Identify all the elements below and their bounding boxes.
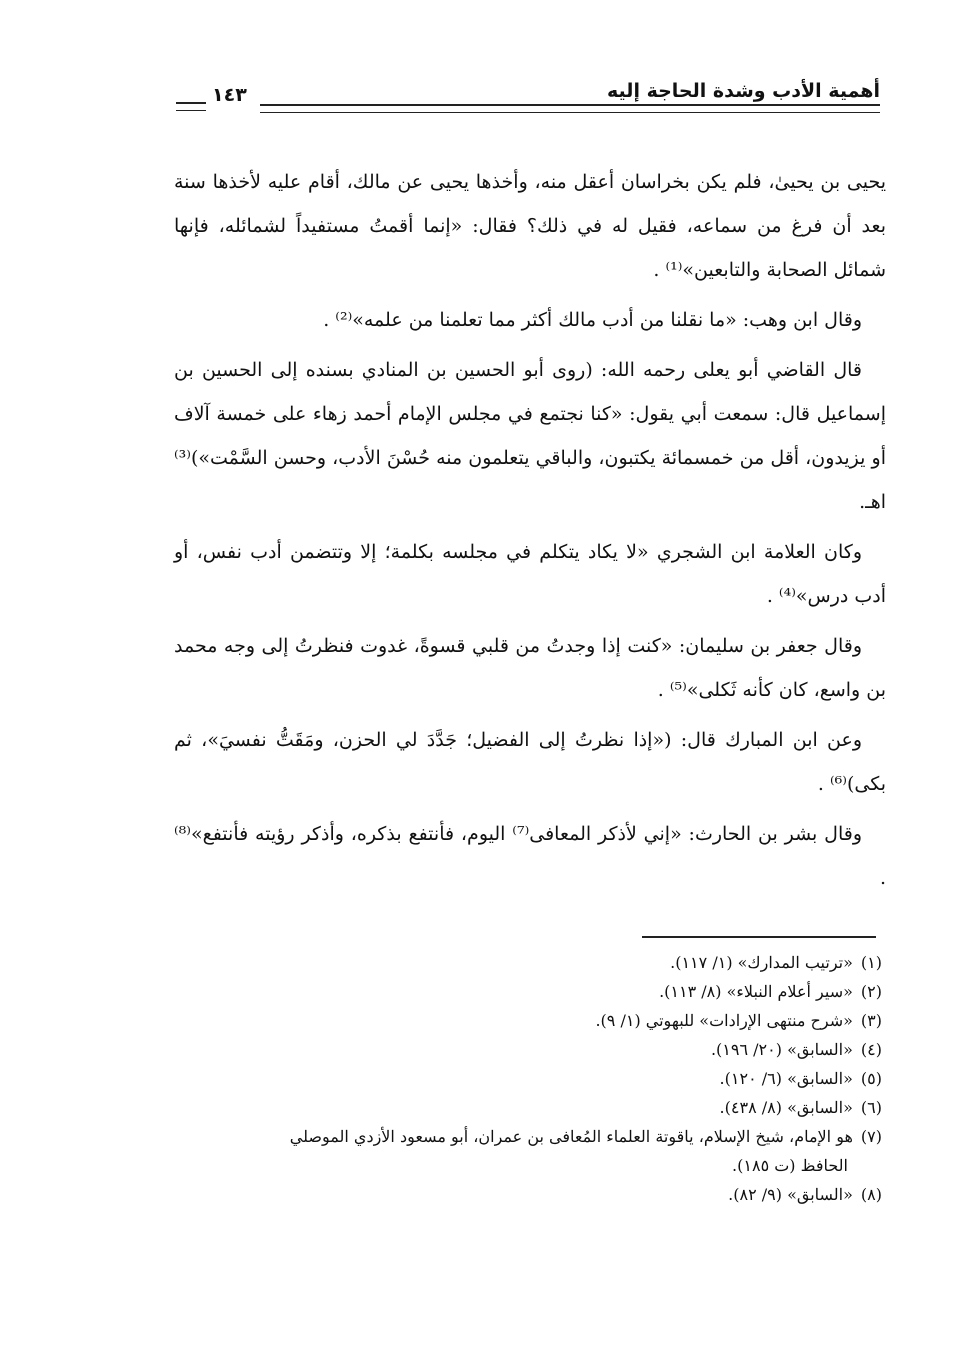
footnote-continuation: الحافظ (ت ١٨٥).	[732, 1156, 848, 1175]
footnote-text: هو الإمام، شيخ الإسلام، ياقوتة العلماء المُعافى بن عمران، أبو مسعود الأزدي الموصلي	[289, 1127, 853, 1146]
paragraph: قال القاضي أبو يعلى رحمه الله: (روى أبو الحسين بن المنادي بسنده إلى الحسين بن إسماعيل قال: سمعت أبي يقول: «كنا نجتمع في مجلس الإمام أحمد زهاء على خمسة آلاف أو يزيدون، أقل من خمسمائة يكتبون، والباقي يتعلمون منه حُسْنَ الأدب، وحسن السَّمْت»)⁽³⁾ اهـ.	[174, 359, 886, 513]
footnote	[174, 1093, 882, 1122]
running-title: أهمية الأدب وشدة الحاجة إليه	[607, 80, 880, 102]
footnote-text: «السابق» (٦/ ١٢٠).	[719, 1069, 853, 1088]
footnote-number: (١)	[860, 953, 882, 972]
footnote	[174, 1064, 882, 1093]
footnote-number: (٤)	[860, 1040, 882, 1059]
footnote	[174, 1035, 882, 1064]
footnote-text: «شرح منتهى الإرادات» للبهوتي (١/ ٩).	[595, 1011, 853, 1030]
header-rule-short	[176, 102, 206, 111]
footnote-text: «السابق» (٩/ ٨٢).	[728, 1185, 853, 1204]
footnote	[174, 1122, 882, 1151]
footnote	[174, 948, 882, 977]
footnote-number: (٨)	[860, 1185, 882, 1204]
footnote	[174, 977, 882, 1006]
footnote	[174, 1006, 882, 1035]
paragraph: وقال جعفر بن سليمان: «كنت إذا وجدتُ من قلبي قسوةً، غدوت فنظرتُ إلى وجه محمد بن واسع، كان كأنه ثَكلى»⁽⁵⁾ .	[174, 635, 886, 701]
page-number: ١٤٣	[212, 84, 247, 106]
paragraph: وقال ابن وهب: «ما نقلنا من أدب مالك أكثر مما تعلمنا من علمه»⁽²⁾ .	[323, 309, 862, 331]
footnote-number: (٣)	[860, 1011, 882, 1030]
paragraph: وقال بشر بن الحارث: «إني لأذكر المعافى⁽⁷⁾ اليوم، فأنتفع بذكره، وأذكر رؤيته فأنتفع»⁽⁸⁾ .	[174, 823, 886, 889]
paragraph: وعن ابن المبارك قال: («إذا نظرتُ إلى الفضيل؛ جَدَّدَ لي الحزن، ومَقَتُّ نفسيَ»، ثم بكى)⁽⁶⁾ .	[174, 729, 886, 795]
footnote-text: «ترتيب المدارك» (١/ ١١٧).	[670, 953, 853, 972]
footnote-separator	[642, 936, 876, 938]
footnote-text: «السابق» (٨/ ٤٣٨).	[719, 1098, 853, 1117]
footnotes	[174, 948, 882, 1209]
footnote-number: (٥)	[860, 1069, 882, 1088]
footnote-text: «سير أعلام النبلاء» (٨/ ١١٣).	[659, 982, 853, 1001]
footnote-text: «السابق» (٢٠/ ١٩٦).	[710, 1040, 853, 1059]
paragraph: وكان العلامة ابن الشجري «لا يكاد يتكلم في مجلسه بكلمة؛ إلا وتتضمن أدب نفس، أو أدب درس»⁽⁴⁾ .	[174, 541, 886, 607]
paragraph: يحيى بن يحيىٰ، فلم يكن بخراسان أعقل منه، وأخذها يحيى عن مالك، أقام عليه لأخذها سنة بعد أن فرغ من سماعه، فقيل له في ذلك؟ فقال: «إنما أقمتُ مستفيداً لشمائله، فإنها شمائل الصحابة والتابعين»⁽¹⁾ .	[174, 171, 886, 281]
footnote-number: (٧)	[860, 1127, 882, 1146]
main-text	[174, 160, 886, 906]
page-header	[176, 80, 880, 120]
footnote	[174, 1180, 882, 1209]
header-rule	[260, 104, 880, 113]
footnote-number: (٦)	[860, 1098, 882, 1117]
footnote-number: (٢)	[860, 982, 882, 1001]
